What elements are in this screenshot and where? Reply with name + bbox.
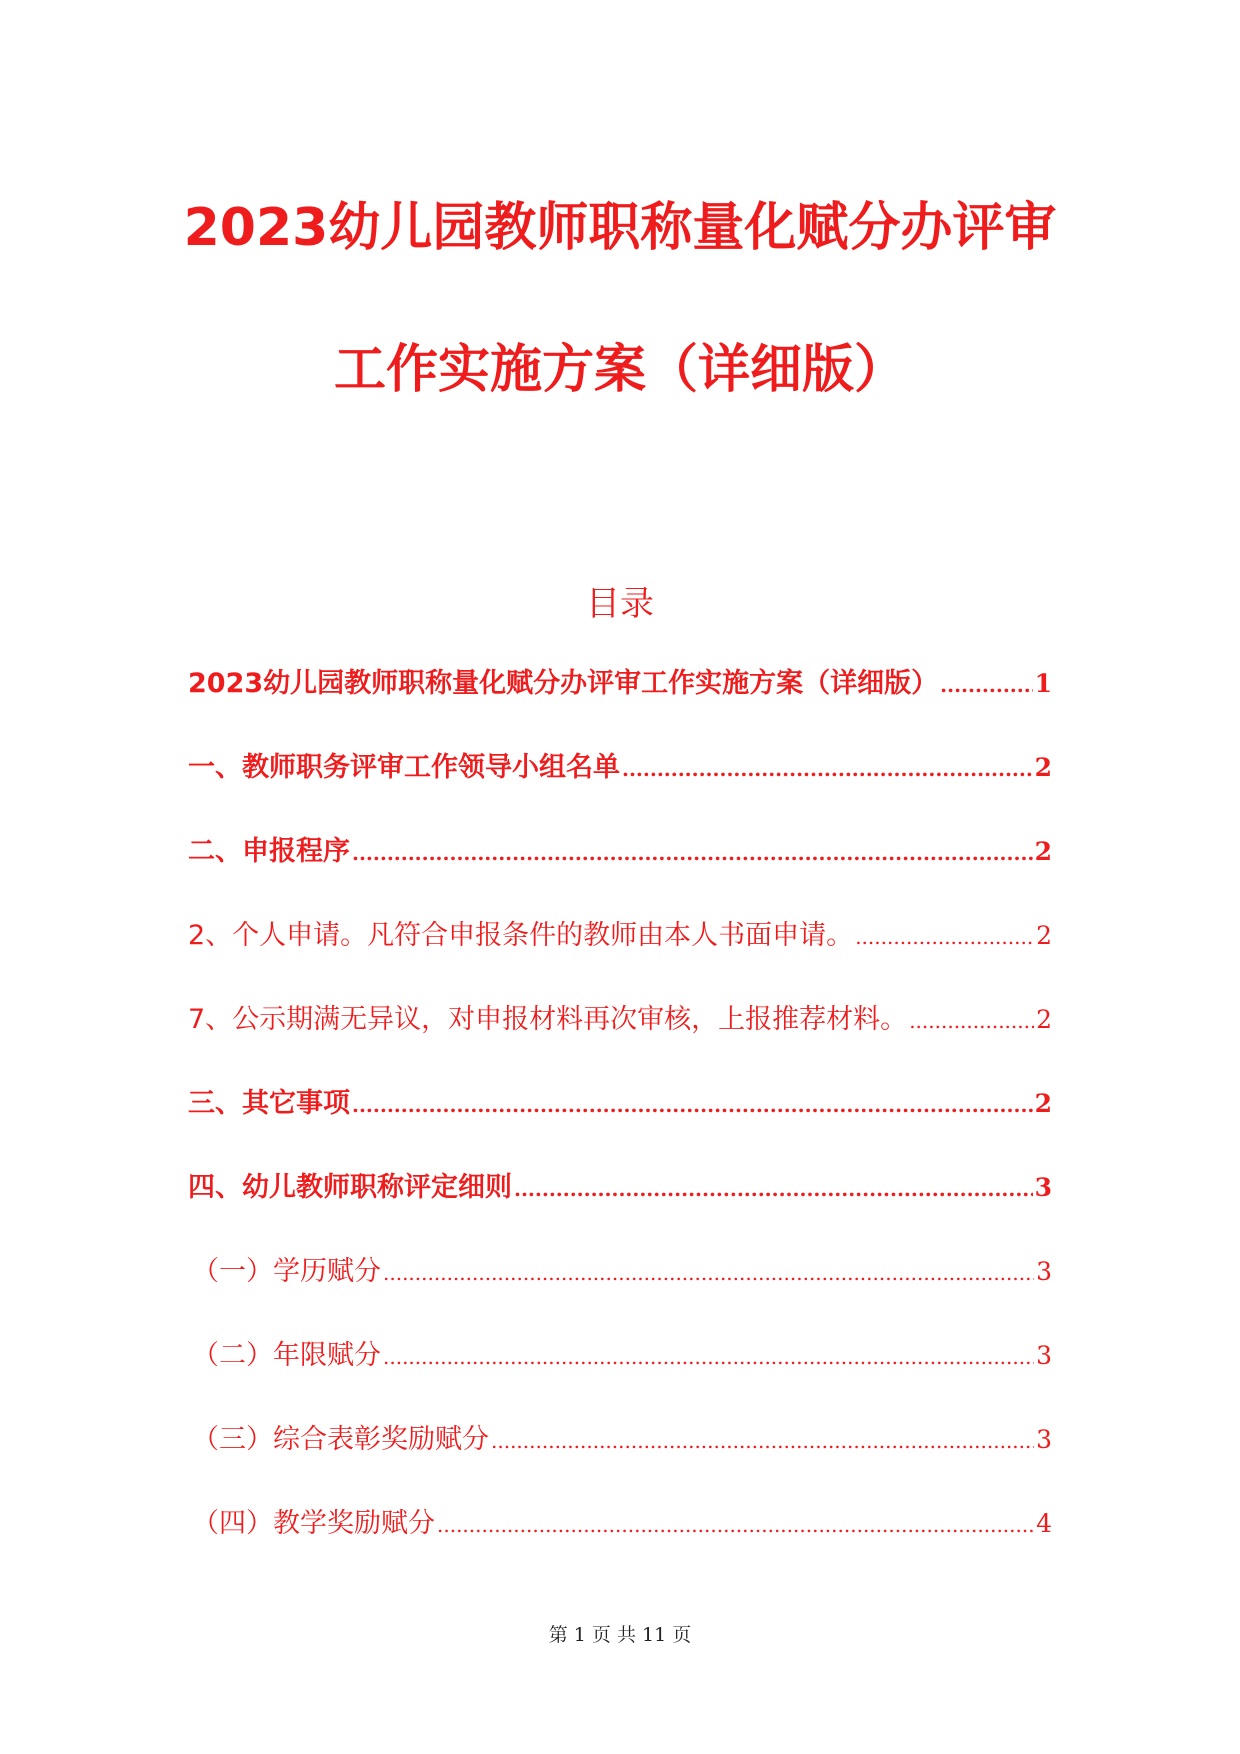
toc-entry-page: 4 bbox=[1036, 1509, 1052, 1538]
toc-entry-page: 2 bbox=[1034, 1089, 1052, 1118]
toc-dot-leader bbox=[940, 665, 1032, 705]
document-title-line-2: 工作实施方案（详细版） bbox=[333, 340, 906, 400]
toc-dot-leader bbox=[352, 1085, 1033, 1125]
toc-entry-section-2[interactable] bbox=[188, 832, 1052, 916]
toc-entry-section-1[interactable] bbox=[188, 748, 1052, 832]
toc-entry-page: 2 bbox=[1034, 753, 1052, 782]
toc-entry-label: （四）教学奖励赋分 bbox=[192, 1508, 435, 1539]
toc-entry-page: 3 bbox=[1036, 1425, 1052, 1454]
toc-dot-leader bbox=[383, 1253, 1034, 1293]
toc-entry-page: 1 bbox=[1034, 669, 1052, 698]
toc-entry-label: 一、教师职务评审工作领导小组名单 bbox=[188, 752, 620, 783]
toc-entry-label: 三、其它事项 bbox=[188, 1088, 350, 1119]
toc-entry-subsection-1[interactable] bbox=[188, 1252, 1052, 1336]
toc-dot-leader bbox=[352, 833, 1033, 873]
toc-entry-label: （二）年限赋分 bbox=[192, 1340, 381, 1371]
toc-dot-leader bbox=[491, 1421, 1034, 1461]
document-title-line-1: 2023幼儿园教师职称量化赋分办评审 bbox=[183, 198, 1057, 258]
toc-entry-label: 2、个人申请。凡符合申报条件的教师由本人书面申请。 bbox=[188, 920, 854, 951]
toc-entry-page: 3 bbox=[1034, 1173, 1052, 1202]
toc-entry-page: 2 bbox=[1034, 837, 1052, 866]
toc-entry-label: （一）学历赋分 bbox=[192, 1256, 381, 1287]
toc-dot-leader bbox=[514, 1169, 1033, 1209]
toc-entry-step-2[interactable] bbox=[188, 916, 1052, 1000]
toc-heading: 目录 bbox=[586, 584, 654, 624]
toc-entry-page: 3 bbox=[1036, 1341, 1052, 1370]
table-of-contents bbox=[188, 664, 1052, 1588]
toc-dot-leader bbox=[855, 917, 1034, 957]
toc-entry-subsection-2[interactable] bbox=[188, 1336, 1052, 1420]
toc-entry-label: 7、公示期满无异议，对申报材料再次审核，上报推荐材料。 bbox=[188, 1004, 908, 1035]
toc-entry-label: 2023幼儿园教师职称量化赋分办评审工作实施方案（详细版） bbox=[188, 668, 939, 699]
toc-entry-page: 3 bbox=[1036, 1257, 1052, 1286]
toc-entry-section-4[interactable] bbox=[188, 1168, 1052, 1252]
toc-entry-page: 2 bbox=[1036, 1005, 1052, 1034]
toc-entry-title[interactable] bbox=[188, 664, 1052, 748]
toc-entry-page: 2 bbox=[1036, 921, 1052, 950]
toc-dot-leader bbox=[622, 749, 1033, 789]
toc-dot-leader bbox=[909, 1001, 1034, 1041]
toc-entry-label: 二、申报程序 bbox=[188, 836, 350, 867]
toc-entry-section-3[interactable] bbox=[188, 1084, 1052, 1168]
toc-entry-subsection-3[interactable] bbox=[188, 1420, 1052, 1504]
toc-dot-leader bbox=[383, 1337, 1034, 1377]
toc-entry-label: 四、幼儿教师职称评定细则 bbox=[188, 1172, 512, 1203]
toc-entry-label: （三）综合表彰奖励赋分 bbox=[192, 1424, 489, 1455]
page-footer: 第 1 页 共 11 页 bbox=[548, 1624, 692, 1646]
toc-entry-step-7[interactable] bbox=[188, 1000, 1052, 1084]
toc-dot-leader bbox=[437, 1505, 1034, 1545]
toc-entry-subsection-4[interactable] bbox=[188, 1504, 1052, 1588]
